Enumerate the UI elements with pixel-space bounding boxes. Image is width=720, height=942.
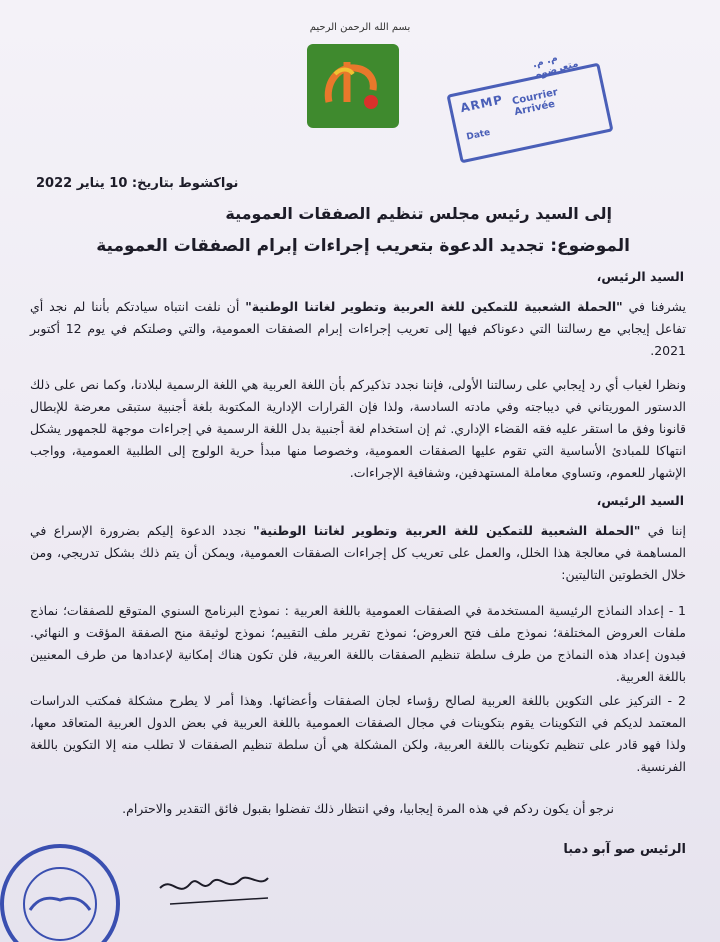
subject-line: الموضوع: تجديد الدعوة بتعريب إجراءات إبرام الصفقات العمومية	[96, 236, 630, 256]
paragraph-1: يشرفنا في "الحملة الشعبية للتمكين للغة العربية وتطوير لغاتنا الوطنية" أن نلفت انتباه سيادتكم بأننا لم نجد أي تفاعل إيجابي مع رسالتنا التي دعوناكم فيها إلى تعريب إجراءات إبرام الصفقات العمومية، والتي وصلتكم في يوم 12 أكتوبر 2021.	[30, 299, 686, 358]
recipient: إلى السيد رئيس مجلس تنظيم الصفقات العمومية	[225, 204, 612, 223]
letter-date: نواكشوط بتاريخ: 10 يناير 2022	[36, 176, 239, 191]
paragraph-3: إننا في "الحملة الشعبية للتمكين للغة العربية وتطوير لغاتنا الوطنية" نجدد الدعوة إليكم بضرورة الإسراع في المساهمة في معالجة هذا الخلل، والعمل على تعريب كل إجراءات الصفقات العمومية، ويمكن أن يتم ذلك بشكل تدريجي، ومن خلال الخطوتين التاليتين:	[30, 523, 686, 582]
step-1: 1 - إعداد النماذج الرئيسية المستخدمة في الصفقات العمومية باللغة العربية : نموذج البرنامج السنوي المتوقع للصفقات؛ نماذج ملفات العروض المختلفة؛ نموذج ملف فتح العروض؛ نموذج تقرير ملف التقييم؛ نموذج لوثيقة منح الصفقة المؤقت و النهائي. فبدون إعداد هذه النماذج من طرف سلطة تنظيم الصفقات باللغة العربية، فلن تكون هناك إمكانية لإعدادها من طرف المعنيين باللغة العربية.	[30, 603, 686, 684]
greeting-2: السيد الرئيس،	[596, 493, 684, 508]
signatory-name: الرئيس صو آبو دمبا	[563, 842, 686, 857]
step-2: 2 - التركيز على التكوين باللغة العربية لصالح رؤساء لجان الصفقات وأعضائها. وهذا أمر لا يطرح مشكلة فمكتب الدراسات المعتمد لديكم في التكوينات يقوم بتكوينات في مجال الصفقات العمومية باللغة العربية في بعض الدول العربية المتعاقد معها، ولذا فهو قادر على تنظيم تكوينات باللغة العربية، ولكن المشكلة هي أن سلطة تنظيم الصفقات لا تطلب منه إلا التكوين باللغة الفرنسية.	[30, 693, 686, 774]
paragraph-2: ونظرا لغياب أي رد إيجابي على رسالتنا الأولى، فإننا نجدد تذكيركم بأن اللغة العربية هي اللغة الرسمية لبلادنا، وكما نص على ذلك الدستور الموريتاني في ديباجته وفي مادته السادسة، ولذا فإن القرارات الإدارية المكتوبة بلغة أجنبية ستبقى معرضة للإبطال قانونا وفق ما استقر عليه فقه القضاء الإداري. ثم إن استخدام لغة أجنبية بدل اللغة الرسمية في إجراءات موجهة للجمهور يشكل انتهاكا للمبادئ الأساسية التي تقوم عليها الصفقات العمومية، وخصوصا منها مبدأ حرية الولوج إلى الطلبية العمومية، وواجب الإشهار للعموم، وتساوي معاملة المستهدفين، وشفافية الإجراءات.	[30, 377, 686, 480]
organization-seal	[0, 838, 126, 942]
campaign-logo	[307, 44, 399, 128]
received-stamp: ARMP Courrier Arrivée Date م. م. متعرضوه	[446, 63, 613, 164]
closing: نرجو أن يكون ردكم في هذه المرة إيجابيا، وفي انتظار ذلك تفضلوا بقبول فائق التقدير والاحترام.	[122, 801, 614, 816]
basmala: بسم الله الرحمن الرحيم	[309, 22, 411, 33]
handwritten-signature	[150, 858, 280, 922]
greeting-1: السيد الرئيس،	[596, 269, 684, 284]
